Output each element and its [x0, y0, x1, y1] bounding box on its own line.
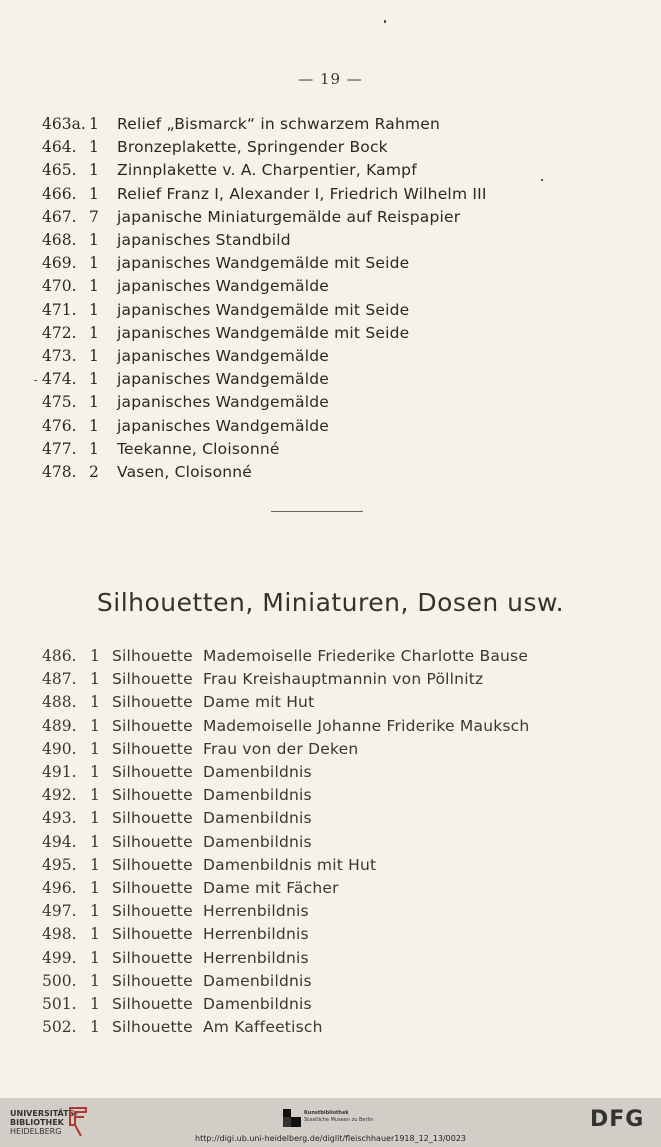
item-description: Mademoiselle Johanne Friderike Mauksch [203, 716, 530, 735]
kunstbibliothek-label [304, 1110, 373, 1124]
item-quantity: 1 [90, 948, 100, 967]
permalink-url[interactable]: http://digi.ub.uni-heidelberg.de/diglit/fleischhauer1918_12_13/0023 [195, 1134, 466, 1143]
item-number: 502. [42, 1018, 77, 1037]
item-number: 501. [42, 995, 77, 1013]
item-number: 470. [42, 277, 77, 296]
item-kind: Silhouette [112, 693, 193, 712]
print-speck [34, 380, 37, 381]
item-description: Relief Franz I, Alexander I, Friedrich Wilhelm III [117, 184, 487, 203]
item-description: Dame mit Fächer [203, 879, 339, 897]
item-quantity: 1 [90, 832, 100, 851]
item-number: 500. [42, 971, 77, 990]
item-description: japanisches Wandgemälde mit Seide [117, 323, 410, 342]
page-number: — 19 — [298, 70, 363, 88]
item-description: Zinnplakette v. A. Charpentier, Kampf [117, 161, 417, 180]
item-description: Damenbildnis [203, 786, 312, 805]
item-quantity: 1 [90, 739, 100, 758]
item-quantity: 1 [90, 647, 100, 665]
item-description: Vasen, Cloisonné [117, 463, 253, 481]
item-description: Teekanne, Cloisonné [117, 439, 280, 458]
item-description: japanisches Wandgemälde mit Seide [117, 300, 410, 319]
item-description: Damenbildnis [203, 809, 312, 828]
item-number: 497. [42, 902, 77, 921]
item-number: 495. [42, 855, 77, 874]
item-number: 486. [42, 647, 77, 665]
section-heading: Silhouetten, Miniaturen, Dosen usw. [96, 588, 565, 617]
item-number: 469. [42, 254, 77, 273]
item-kind: Silhouette [112, 971, 193, 990]
item-number: 491. [42, 763, 77, 781]
item-number: 493. [42, 809, 77, 828]
item-quantity: 1 [90, 925, 100, 944]
item-number: 478. [42, 463, 77, 481]
item-kind: Silhouette [112, 855, 193, 874]
item-number: 471. [42, 300, 77, 319]
item-kind: Silhouette [112, 786, 193, 805]
item-description: Herrenbildnis [203, 925, 309, 944]
item-description: japanisches Standbild [117, 231, 291, 249]
print-speck [384, 20, 386, 23]
item-quantity: 1 [90, 855, 100, 874]
item-number: 490. [42, 739, 77, 758]
item-number: 476. [42, 416, 77, 435]
item-kind: Silhouette [112, 902, 193, 921]
item-quantity: 1 [90, 971, 100, 990]
item-number: 487. [42, 670, 77, 689]
item-kind: Silhouette [112, 670, 193, 689]
item-quantity: 1 [89, 439, 99, 458]
item-kind: Silhouette [112, 763, 193, 781]
item-quantity: 1 [90, 1018, 100, 1037]
item-kind: Silhouette [112, 1018, 193, 1037]
university-line-2: BIBLIOTHEK [10, 1118, 64, 1127]
item-number: 498. [42, 925, 77, 944]
item-quantity: 1 [89, 231, 99, 249]
item-quantity: 1 [90, 902, 100, 921]
item-number: 492. [42, 786, 77, 805]
item-kind: Silhouette [112, 879, 193, 897]
item-number: 474. [42, 370, 77, 389]
item-kind: Silhouette [112, 832, 193, 851]
item-quantity: 1 [90, 786, 100, 805]
item-quantity: 1 [89, 115, 99, 133]
item-description: Dame mit Hut [203, 693, 315, 712]
item-quantity: 1 [89, 254, 99, 273]
item-quantity: 2 [89, 463, 99, 481]
item-number: 472. [42, 323, 77, 342]
item-number: 499. [42, 948, 77, 967]
item-quantity: 1 [90, 693, 100, 712]
item-description: Relief „Bismarck“ in schwarzem Rahmen [117, 115, 441, 133]
item-quantity: 1 [89, 416, 99, 435]
item-quantity: 1 [89, 300, 99, 319]
item-kind: Silhouette [112, 809, 193, 828]
item-description: japanisches Wandgemälde [117, 393, 329, 412]
item-number: 466. [42, 184, 77, 203]
item-quantity: 1 [90, 670, 100, 689]
item-quantity: 1 [89, 277, 99, 296]
item-quantity: 1 [89, 138, 99, 157]
item-description: Damenbildnis [203, 832, 312, 851]
item-quantity: 1 [90, 809, 100, 828]
item-description: Mademoiselle Friederike Charlotte Bause [203, 647, 529, 665]
item-description: japanisches Wandgemälde [117, 277, 329, 296]
item-kind: Silhouette [112, 925, 193, 944]
item-description: japanisches Wandgemälde [117, 416, 329, 435]
item-number: 494. [42, 832, 77, 851]
item-quantity: 1 [89, 393, 99, 412]
dfg-logo: DFG [590, 1107, 645, 1132]
item-quantity: 1 [89, 323, 99, 342]
item-quantity: 7 [89, 207, 99, 226]
item-quantity: 1 [89, 161, 99, 180]
item-quantity: 1 [90, 995, 100, 1013]
item-quantity: 1 [90, 879, 100, 897]
item-description: japanisches Wandgemälde [117, 370, 329, 389]
item-number: 488. [42, 693, 77, 712]
item-kind: Silhouette [112, 647, 193, 665]
print-speck [541, 179, 543, 181]
item-number: 473. [42, 347, 77, 365]
university-line-3: HEIDELBERG [10, 1127, 62, 1136]
item-description: Frau von der Deken [203, 739, 359, 758]
item-description: Damenbildnis [203, 971, 312, 990]
item-number: 468. [42, 231, 77, 249]
item-description: Herrenbildnis [203, 948, 309, 967]
item-number: 475. [42, 393, 77, 412]
item-quantity: 1 [90, 716, 100, 735]
item-number: 465. [42, 161, 77, 180]
university-line-1: UNIVERSITÄTS- [10, 1109, 78, 1118]
item-description: Frau Kreishauptmannin von Pöllnitz [203, 670, 484, 689]
digitization-footer [0, 1098, 661, 1147]
kunstbibliothek-logo-icon [283, 1109, 301, 1127]
item-number: 477. [42, 439, 77, 458]
kb-subtitle: Staatliche Museen zu Berlin [304, 1117, 374, 1123]
item-number: 467. [42, 207, 77, 226]
item-description: Am Kaffeetisch [203, 1018, 323, 1037]
item-description: japanisches Wandgemälde [117, 347, 329, 365]
item-description: japanisches Wandgemälde mit Seide [117, 254, 410, 273]
item-description: Damenbildnis [203, 763, 312, 781]
item-number: 464. [42, 138, 77, 157]
item-number: 489. [42, 716, 77, 735]
item-kind: Silhouette [112, 739, 193, 758]
item-quantity: 1 [90, 763, 100, 781]
item-quantity: 1 [89, 184, 99, 203]
item-description: Damenbildnis [203, 995, 312, 1013]
item-description: Bronzeplakette, Springender Bock [117, 138, 388, 157]
section-divider [271, 511, 363, 512]
item-quantity: 1 [89, 370, 99, 389]
item-number: 496. [42, 879, 77, 897]
item-number: 463a. [42, 115, 86, 133]
item-kind: Silhouette [112, 948, 193, 967]
item-quantity: 1 [89, 347, 99, 365]
item-kind: Silhouette [112, 995, 193, 1013]
item-description: japanische Miniaturgemälde auf Reispapier [117, 207, 461, 226]
item-kind: Silhouette [112, 716, 193, 735]
item-description: Damenbildnis mit Hut [203, 855, 377, 874]
kb-name: Kunstbibliothek [304, 1110, 349, 1116]
item-description: Herrenbildnis [203, 902, 309, 921]
